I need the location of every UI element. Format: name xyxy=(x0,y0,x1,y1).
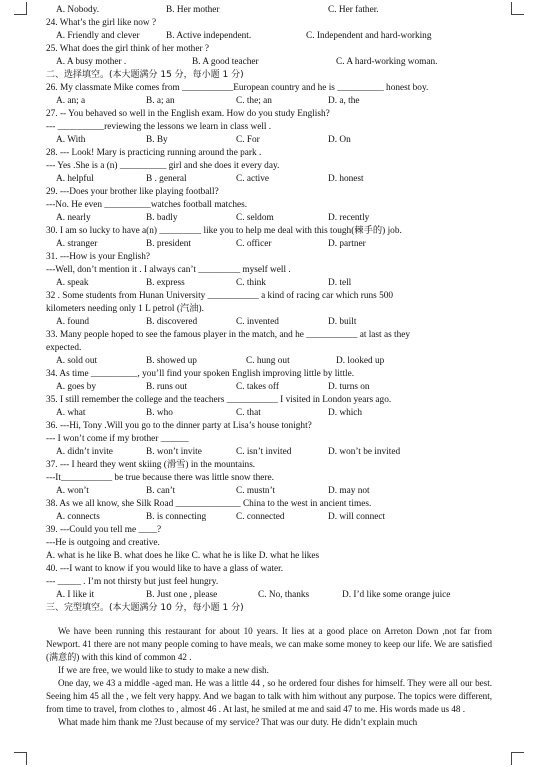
answer-options xyxy=(46,485,492,498)
answer-option: A. connects xyxy=(56,512,100,522)
answer-option: B. Her mother xyxy=(166,5,220,15)
answer-option: D. tell xyxy=(328,278,352,288)
answer-option: C. connected xyxy=(236,512,285,522)
answer-options xyxy=(46,355,492,368)
answer-option: B. badly xyxy=(146,213,178,223)
answer-options xyxy=(46,277,492,290)
answer-option: D. partner xyxy=(328,239,366,249)
question-text: ---No. He even __________watches football matches. xyxy=(46,200,248,210)
answer-option: D. may not xyxy=(328,486,370,496)
answer-option: A. goes by xyxy=(56,382,97,392)
answer-option: A. what xyxy=(56,408,86,418)
answer-option: C. the; an xyxy=(236,96,272,106)
question-text: A. what is he like B. what does he like C. what he is like D. what he likes xyxy=(46,551,320,561)
question-text: 24. What’s the girl like now ? xyxy=(46,18,157,28)
answer-option: C. mustn’t xyxy=(236,486,276,496)
answer-option: A. sold out xyxy=(56,356,98,366)
answer-option: D. built xyxy=(328,317,357,327)
answer-option: A. didn’t invite xyxy=(56,447,113,457)
question-text: 28. --- Look! Mary is practicing running around the park . xyxy=(46,148,262,158)
answer-options xyxy=(46,316,492,329)
question-text: 32 . Some students from Hunan University ___________ a kind of racing car which runs 500 xyxy=(46,291,394,301)
answer-options xyxy=(46,56,492,69)
question-text: 33. Many people hoped to see the famous player in the match, and he ___________ at last as they xyxy=(46,330,411,340)
question-text: 26. My classmate Mike comes from ___________European country and he is __________ honest boy. xyxy=(46,83,429,93)
answer-options xyxy=(46,173,492,186)
answer-option: B. Just one , please xyxy=(146,590,218,600)
answer-option: D. I’d like some orange juice xyxy=(342,590,451,600)
passage-paragraph: We have been running this restaurant for about 10 years. It lies at a good place on Arreton Down ,not far from Newport. 41 there are not many people coming to have meals, we can make some money to keep our life. We are satisfied (满意的) with this kind of common 42 . xyxy=(46,626,492,662)
passage-paragraph: What made him thank me ?Just because of my service? That was our duty. He didn’t explain much xyxy=(58,717,418,727)
question-text: 25. What does the girl think of her mother ? xyxy=(46,44,209,54)
answer-option: A. found xyxy=(56,317,90,327)
question-text: ---Well, don’t mention it . I always can’t _________ myself well . xyxy=(46,265,291,275)
answer-options xyxy=(46,589,492,602)
answer-option: B . general xyxy=(146,174,187,184)
answer-option: C. A hard-working woman. xyxy=(336,57,438,67)
answer-option: B. By xyxy=(146,135,168,145)
answer-option: A. With xyxy=(56,135,86,145)
question-text: 40. ---I want to know if you would like to have a glass of water. xyxy=(46,564,284,574)
answer-option: D. turns on xyxy=(328,382,370,392)
question-text: --- I won’t come if my brother ______ xyxy=(46,434,189,444)
cloze-passage xyxy=(46,625,492,729)
answer-option: B. president xyxy=(146,239,191,249)
question-text: 30. I am so lucky to have a(n) _________ like you to help me deal with this tough(棘手的) job. xyxy=(46,226,402,236)
question-text: ---He is outgoing and creative. xyxy=(46,538,160,548)
answer-option: D. a, the xyxy=(328,96,360,106)
answer-option: B. a; an xyxy=(146,96,175,106)
answer-options xyxy=(46,446,492,459)
passage-paragraph: If we are free, we would like to study to make a new dish. xyxy=(58,665,269,675)
answer-option: A. nearly xyxy=(56,213,91,223)
answer-option: A. won’t xyxy=(56,486,89,496)
answer-options xyxy=(46,407,492,420)
question-text: kilometers needing only 1 L petrol (汽油). xyxy=(46,304,204,314)
question-text: ---It___________ be true because there was little snow there. xyxy=(46,473,274,483)
answer-option: D. honest xyxy=(328,174,364,184)
answer-option: C. No, thanks xyxy=(258,590,310,600)
answer-option: A. stranger xyxy=(56,239,98,249)
question-text: 29. ---Does your brother like playing football? xyxy=(46,187,219,197)
crop-mark-bottom-left xyxy=(14,752,27,765)
answer-option: B. is connecting xyxy=(146,512,207,522)
answer-option: A. I like it xyxy=(56,590,95,600)
question-text: --- __________reviewing the lessons we learn in class well . xyxy=(46,122,272,132)
answer-option: B. can’t xyxy=(146,486,176,496)
passage-paragraph: One day, we 43 a middle -aged man. He was a little 44 , so he ordered four dishes for himself. They were all our best. Seeing him 45 all the , we felt very happy. And we bagan to talk with him without any purpose. The topics were different, from time to travel, from clothes to , almost 46 . At last, he smiled at me and said 47 to me. His words made us 48 . xyxy=(46,678,492,714)
answer-option: C. hung out xyxy=(246,356,290,366)
question-text: 35. I still remember the college and the teachers ___________ I visited in London years ago. xyxy=(46,395,392,405)
answer-option: A. speak xyxy=(56,278,89,288)
answer-option: D. On xyxy=(328,135,351,145)
answer-option: C. active xyxy=(236,174,270,184)
question-text: 36. ---Hi, Tony .Will you go to the dinner party at Lisa’s house tonight? xyxy=(46,421,312,431)
answer-options xyxy=(46,212,492,225)
answer-option: D. won’t be invited xyxy=(328,447,401,457)
answer-option: C. For xyxy=(236,135,260,145)
answer-option: C. isn’t invited xyxy=(236,447,292,457)
answer-options xyxy=(46,30,492,43)
section-heading: 二、选择填空。(本大题满分 15 分，每小题 1 分) xyxy=(46,70,244,80)
answer-option: C. think xyxy=(236,278,266,288)
answer-option: A. an; a xyxy=(56,96,86,106)
answer-option: B. showed up xyxy=(146,356,197,366)
answer-option: D. which xyxy=(328,408,363,418)
answer-option: A. helpful xyxy=(56,174,94,184)
question-text: 34. As time __________, you’ll find your spoken English improving little by little. xyxy=(46,369,355,379)
answer-options xyxy=(46,95,492,108)
answer-option: B. Active independent. xyxy=(166,31,252,41)
answer-option: C. takes off xyxy=(236,382,279,392)
answer-option: C. Independent and hard-working xyxy=(306,31,432,41)
answer-option: B. who xyxy=(146,408,173,418)
answer-option: B. won’t invite xyxy=(146,447,202,457)
question-text: expected. xyxy=(46,343,82,353)
answer-options xyxy=(46,238,492,251)
answer-options xyxy=(46,381,492,394)
answer-option: A. A busy mother . xyxy=(56,57,127,67)
question-text: --- _____ . I’m not thirsty but just feel hungry. xyxy=(46,577,219,587)
crop-mark-top-left xyxy=(14,2,27,15)
question-text: 38. As we all know, she Silk Road ______________ China to the west in ancient times. xyxy=(46,499,372,509)
answer-option: B. A good teacher xyxy=(192,57,259,67)
question-text: 39. ---Could you tell me ____? xyxy=(46,525,162,535)
answer-option: B. discovered xyxy=(146,317,198,327)
answer-option: C. invented xyxy=(236,317,279,327)
section-heading: 三、完型填空。(本大题满分 10 分，每小题 1 分) xyxy=(46,603,244,613)
answer-option: B. express xyxy=(146,278,185,288)
answer-option: D. recently xyxy=(328,213,370,223)
question-text: 31. ---How is your English? xyxy=(46,252,151,262)
answer-options xyxy=(46,511,492,524)
question-text: 27. -- You behaved so well in the English exam. How do you study English? xyxy=(46,109,330,119)
answer-option: C. Her father. xyxy=(328,5,379,15)
answer-options xyxy=(46,134,492,147)
answer-option: D. looked up xyxy=(336,356,385,366)
answer-option: D. will connect xyxy=(328,512,386,522)
answer-option: A. Nobody. xyxy=(56,5,100,15)
answer-option: C. that xyxy=(236,408,261,418)
answer-option: A. Friendly and clever xyxy=(56,31,140,41)
crop-mark-bottom-right xyxy=(511,752,524,765)
answer-option: C. officer xyxy=(236,239,272,249)
answer-option: C. seldom xyxy=(236,213,274,223)
answer-option: B. runs out xyxy=(146,382,188,392)
crop-mark-top-right xyxy=(511,2,524,15)
question-text: 37. --- I heard they went skiing (滑雪) in the mountains. xyxy=(46,460,256,470)
question-text: --- Yes .She is a (n) __________ girl and she does it every day. xyxy=(46,161,280,171)
answer-options xyxy=(46,4,492,17)
exam-content xyxy=(46,4,492,615)
